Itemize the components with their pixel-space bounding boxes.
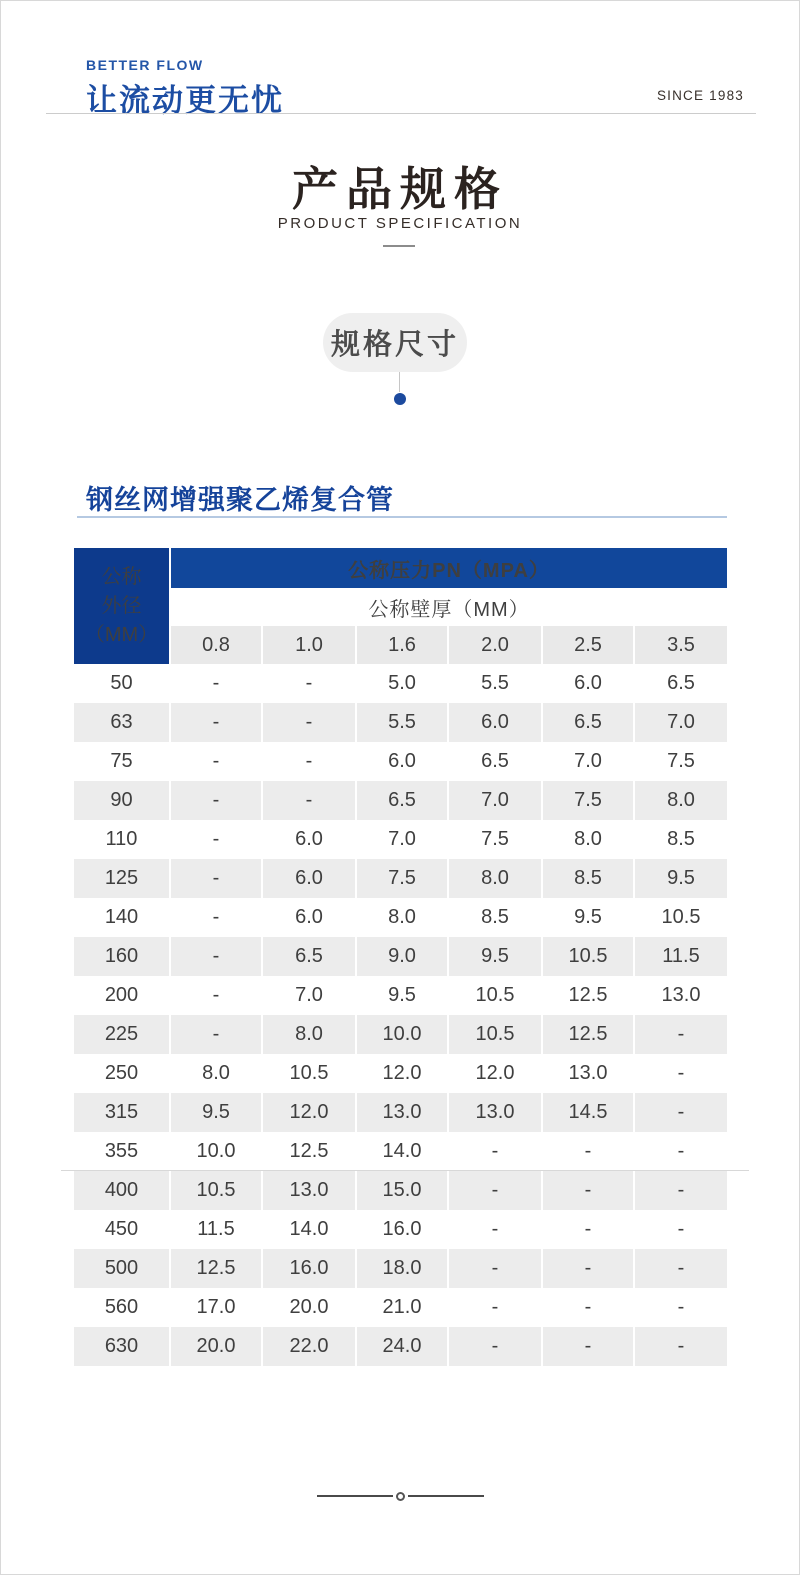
value-cell: 8.0 <box>574 828 602 850</box>
value-cell: - <box>543 1249 633 1288</box>
value-cell: 21.0 <box>382 1296 422 1318</box>
thickness-header-cell: 公称壁厚（MM） <box>171 588 727 626</box>
value-cell: 11.5 <box>197 1218 235 1240</box>
footer-line-left <box>317 1495 393 1497</box>
pressure-column-header: 2.5 <box>543 626 633 664</box>
table-row <box>74 703 727 742</box>
table-header-row-units <box>74 626 727 664</box>
pressure-column-header: 3.5 <box>635 626 727 664</box>
value-cell: - <box>584 1296 592 1318</box>
table-row <box>74 1288 727 1327</box>
spec-size-badge: 规格尺寸 <box>323 313 467 372</box>
value-cell: 13.0 <box>449 1093 541 1132</box>
value-cell: 13.0 <box>568 1062 608 1084</box>
value-cell: 10.5 <box>475 984 515 1006</box>
value-cell: 15.0 <box>357 1171 447 1210</box>
od-cell: 140 <box>104 906 139 928</box>
value-cell: 16.0 <box>263 1249 355 1288</box>
table-row <box>74 1210 727 1249</box>
value-cell: 10.5 <box>289 1062 329 1084</box>
value-cell: - <box>171 859 261 898</box>
value-cell: 22.0 <box>263 1327 355 1366</box>
value-cell: 6.5 <box>263 937 355 976</box>
value-cell: 5.5 <box>357 703 447 742</box>
value-cell: - <box>305 750 313 772</box>
value-cell: 10.0 <box>196 1140 236 1162</box>
value-cell: 9.5 <box>449 937 541 976</box>
value-cell: 7.0 <box>388 828 416 850</box>
brand-logo <box>86 57 284 120</box>
value-cell: - <box>677 1296 685 1318</box>
value-cell: 6.5 <box>481 750 509 772</box>
od-cell: 200 <box>104 984 139 1006</box>
table-row <box>74 820 727 859</box>
value-cell: - <box>677 1062 685 1084</box>
od-cell: 160 <box>74 937 169 976</box>
footer-line-right <box>408 1495 484 1497</box>
value-cell: - <box>212 672 220 694</box>
value-cell: - <box>212 984 220 1006</box>
value-cell: 12.5 <box>568 984 608 1006</box>
value-cell: 12.0 <box>263 1093 355 1132</box>
value-cell: 12.5 <box>543 1015 633 1054</box>
table-row <box>74 1015 727 1054</box>
section-underline <box>77 516 727 518</box>
value-cell: 8.0 <box>263 1015 355 1054</box>
value-cell: 20.0 <box>289 1296 329 1318</box>
value-cell: 13.0 <box>357 1093 447 1132</box>
value-cell: 20.0 <box>171 1327 261 1366</box>
od-cell: 90 <box>74 781 169 820</box>
spec-table <box>72 548 729 1366</box>
value-cell: 5.5 <box>481 672 509 694</box>
table-row <box>74 1171 727 1210</box>
value-cell: - <box>584 1140 592 1162</box>
page-break-line <box>61 1170 749 1171</box>
value-cell: - <box>543 1327 633 1366</box>
spec-table-body <box>74 664 727 1366</box>
corner-line-2: 外径 <box>101 594 142 617</box>
od-cell: 400 <box>74 1171 169 1210</box>
badge-dot <box>394 393 406 405</box>
value-cell: 7.5 <box>357 859 447 898</box>
value-cell: 7.0 <box>295 984 323 1006</box>
value-cell: 10.5 <box>661 906 701 928</box>
od-cell: 630 <box>74 1327 169 1366</box>
value-cell: 9.5 <box>574 906 602 928</box>
table-header-row-thickness <box>74 588 727 626</box>
value-cell: 12.0 <box>475 1062 515 1084</box>
title-underline <box>383 245 415 247</box>
pressure-column-header: 0.8 <box>171 626 261 664</box>
value-cell: 10.5 <box>543 937 633 976</box>
table-row <box>74 937 727 976</box>
table-row <box>74 1132 727 1171</box>
corner-header-cell <box>74 548 169 664</box>
value-cell: 6.0 <box>449 703 541 742</box>
value-cell: 12.5 <box>289 1140 329 1162</box>
value-cell: - <box>171 781 261 820</box>
pressure-column-header: 1.0 <box>263 626 355 664</box>
value-cell: 6.5 <box>667 672 695 694</box>
value-cell: 12.5 <box>171 1249 261 1288</box>
brand-tagline-en: BETTER FLOW <box>86 57 204 73</box>
od-cell: 250 <box>104 1062 139 1084</box>
value-cell: 9.5 <box>635 859 727 898</box>
footer-circle-icon <box>396 1492 405 1501</box>
value-cell: 17.0 <box>196 1296 236 1318</box>
value-cell: 11.5 <box>635 937 727 976</box>
od-cell: 110 <box>105 828 138 850</box>
value-cell: - <box>263 703 355 742</box>
value-cell: - <box>491 1218 499 1240</box>
value-cell: 8.5 <box>667 828 695 850</box>
badge-connector-line <box>399 372 400 392</box>
value-cell: 6.5 <box>543 703 633 742</box>
value-cell: 6.0 <box>574 672 602 694</box>
footer-ornament <box>1 1489 799 1503</box>
value-cell: 8.5 <box>481 906 509 928</box>
value-cell: - <box>212 906 220 928</box>
value-cell: 7.5 <box>667 750 695 772</box>
corner-line-3: （MM） <box>84 623 159 646</box>
od-cell: 450 <box>104 1218 139 1240</box>
table-row <box>74 1054 727 1093</box>
value-cell: 8.5 <box>543 859 633 898</box>
value-cell: - <box>171 1015 261 1054</box>
value-cell: 6.0 <box>295 906 323 928</box>
value-cell: - <box>635 1171 727 1210</box>
table-header-row-pressure <box>74 548 727 588</box>
value-cell: - <box>677 1218 685 1240</box>
since-label: SINCE 1983 <box>656 88 744 103</box>
value-cell: 7.5 <box>481 828 509 850</box>
od-cell: 125 <box>74 859 169 898</box>
value-cell: 9.0 <box>357 937 447 976</box>
value-cell: 7.0 <box>635 703 727 742</box>
value-cell: 24.0 <box>357 1327 447 1366</box>
table-row <box>74 1093 727 1132</box>
value-cell: - <box>635 1015 727 1054</box>
value-cell: - <box>543 1171 633 1210</box>
table-row <box>74 1249 727 1288</box>
spec-table-container <box>72 548 729 1366</box>
table-row <box>74 859 727 898</box>
value-cell: 8.0 <box>449 859 541 898</box>
value-cell: 14.0 <box>289 1218 329 1240</box>
value-cell: 16.0 <box>382 1218 422 1240</box>
value-cell: 9.5 <box>388 984 416 1006</box>
value-cell: 6.5 <box>357 781 447 820</box>
value-cell: 6.0 <box>263 859 355 898</box>
value-cell: - <box>263 781 355 820</box>
pressure-column-header: 2.0 <box>449 626 541 664</box>
value-cell: - <box>449 1171 541 1210</box>
od-cell: 560 <box>104 1296 139 1318</box>
value-cell: 10.0 <box>357 1015 447 1054</box>
od-cell: 355 <box>104 1140 139 1162</box>
page-subtitle: PRODUCT SPECIFICATION <box>277 215 523 232</box>
value-cell: 7.0 <box>449 781 541 820</box>
value-cell: 13.0 <box>661 984 701 1006</box>
table-row <box>74 898 727 937</box>
od-cell: 500 <box>74 1249 169 1288</box>
value-cell: - <box>212 750 220 772</box>
value-cell: 7.5 <box>543 781 633 820</box>
value-cell: - <box>449 1327 541 1366</box>
value-cell: - <box>584 1218 592 1240</box>
value-cell: 10.5 <box>449 1015 541 1054</box>
od-cell: 63 <box>74 703 169 742</box>
value-cell: 8.0 <box>202 1062 230 1084</box>
value-cell: - <box>449 1249 541 1288</box>
header-divider <box>46 113 756 114</box>
value-cell: - <box>635 1249 727 1288</box>
value-cell: - <box>491 1140 499 1162</box>
page-title: 产品规格 <box>292 163 508 215</box>
table-row <box>74 1327 727 1366</box>
value-cell: 9.5 <box>171 1093 261 1132</box>
value-cell: 6.0 <box>388 750 416 772</box>
value-cell: 8.0 <box>388 906 416 928</box>
od-cell: 50 <box>110 672 133 694</box>
od-cell: 225 <box>74 1015 169 1054</box>
value-cell: 10.5 <box>171 1171 261 1210</box>
section-heading: 钢丝网增强聚乙烯复合管 <box>86 485 394 515</box>
corner-line-1: 公称 <box>101 565 142 588</box>
table-row <box>74 781 727 820</box>
value-cell: 18.0 <box>357 1249 447 1288</box>
value-cell: 6.0 <box>295 828 323 850</box>
value-cell: 13.0 <box>263 1171 355 1210</box>
value-cell: 14.5 <box>543 1093 633 1132</box>
value-cell: - <box>171 703 261 742</box>
pressure-column-header: 1.6 <box>357 626 447 664</box>
value-cell: - <box>212 828 220 850</box>
value-cell: - <box>635 1093 727 1132</box>
value-cell: 8.0 <box>635 781 727 820</box>
table-row <box>74 742 727 781</box>
value-cell: 5.0 <box>388 672 416 694</box>
brand-logotype: 让流动更无忧 <box>86 83 284 118</box>
od-cell: 75 <box>110 750 133 772</box>
pressure-header-cell: 公称压力PN（MPA） <box>171 548 727 588</box>
value-cell: - <box>171 937 261 976</box>
value-cell: - <box>677 1140 685 1162</box>
value-cell: - <box>305 672 313 694</box>
od-cell: 315 <box>74 1093 169 1132</box>
value-cell: 14.0 <box>382 1140 422 1162</box>
value-cell: - <box>491 1296 499 1318</box>
value-cell: - <box>635 1327 727 1366</box>
value-cell: 7.0 <box>574 750 602 772</box>
table-row <box>74 976 727 1015</box>
table-row <box>74 664 727 703</box>
value-cell: 12.0 <box>382 1062 422 1084</box>
